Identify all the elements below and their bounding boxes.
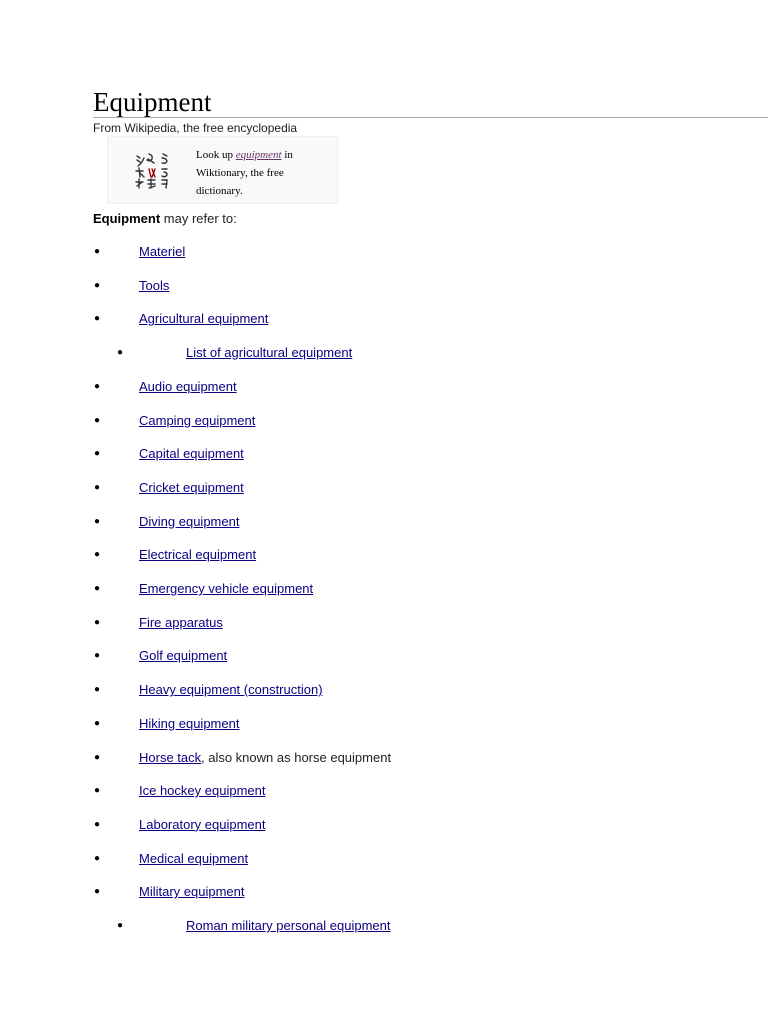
list-item (0, 243, 768, 261)
list-item (0, 647, 768, 665)
list-item (0, 749, 768, 767)
list-item (0, 412, 768, 430)
list-item-suffix: , also known as horse equipment (201, 749, 392, 765)
list-item (0, 782, 768, 800)
list-bullet: ● (94, 380, 101, 392)
list-item (0, 445, 768, 463)
list-item-link[interactable]: List of agricultural equipment (186, 345, 353, 361)
wiktionary-text (196, 146, 324, 200)
list-item (0, 715, 768, 733)
page-title: Equipment (93, 87, 212, 117)
list-item-link[interactable]: Agricultural equipment (139, 311, 269, 327)
intro-bold-term: Equipment (93, 211, 161, 226)
list-item-link[interactable]: Electrical equipment (139, 547, 257, 563)
list-item-link[interactable]: Diving equipment (139, 513, 240, 529)
list-item-link[interactable]: Capital equipment (139, 446, 244, 462)
list-item (0, 681, 768, 699)
list-item-link[interactable]: Medical equipment (139, 850, 249, 866)
list-bullet: ● (94, 448, 101, 460)
list-item (0, 546, 768, 564)
list-bullet: ● (94, 852, 101, 864)
list-bullet: ● (94, 481, 101, 493)
list-item (0, 310, 768, 328)
site-tagline: From Wikipedia, the free encyclopedia (93, 121, 298, 135)
wiktionary-box (107, 136, 338, 204)
list-item-link[interactable]: Hiking equipment (139, 715, 240, 731)
wiktionary-term-link[interactable]: equipment (235, 149, 282, 161)
list-item (0, 344, 768, 362)
list-bullet: ● (94, 717, 101, 729)
list-bullet: ● (94, 650, 101, 662)
list-bullet: ● (94, 313, 101, 325)
in-label: in (284, 149, 293, 161)
list-bullet: ● (94, 279, 101, 291)
intro-paragraph (93, 211, 237, 227)
wiktionary-logo-icon (134, 151, 174, 191)
list-bullet: ● (117, 347, 124, 359)
list-item (0, 614, 768, 632)
list-bullet: ● (94, 785, 101, 797)
list-item-link[interactable]: Camping equipment (139, 412, 256, 428)
list-item (0, 580, 768, 598)
list-bullet: ● (94, 515, 101, 527)
list-item (0, 479, 768, 497)
list-item-link[interactable]: Audio equipment (139, 378, 237, 394)
look-up-label: Look up (196, 149, 233, 161)
list-item-link[interactable]: Horse tack (139, 749, 202, 765)
list-item-link[interactable]: Emergency vehicle equipment (139, 581, 314, 596)
list-bullet: ● (94, 818, 101, 830)
list-bullet: ● (94, 246, 101, 257)
list-item-link[interactable]: Ice hockey equipment (139, 783, 266, 799)
list-item-link[interactable]: Materiel (139, 244, 186, 259)
list-bullet: ● (94, 751, 101, 763)
list-bullet: ● (94, 684, 101, 696)
list-item (0, 513, 768, 531)
list-item-link[interactable]: Fire apparatus (139, 614, 223, 630)
list-bullet: ● (94, 414, 101, 426)
list-item-link[interactable]: Golf equipment (139, 648, 228, 664)
list-bullet: ● (117, 920, 124, 931)
list-item (0, 917, 768, 935)
list-item (0, 277, 768, 295)
list-item-link[interactable]: Military equipment (139, 884, 245, 900)
list-bullet: ● (94, 549, 101, 561)
wiktionary-dictionary-label: Wiktionary, the free dictionary. (196, 167, 284, 197)
list-item (0, 378, 768, 396)
list-item (0, 883, 768, 901)
list-item-link[interactable]: Laboratory equipment (139, 816, 266, 832)
title-divider (93, 117, 768, 118)
list-bullet: ● (94, 616, 101, 628)
list-item-link[interactable]: Cricket equipment (139, 479, 244, 495)
list-item-link[interactable]: Heavy equipment (construction) (139, 682, 323, 698)
list-bullet: ● (94, 886, 101, 898)
list-item-link[interactable]: Roman military personal equipment (186, 918, 391, 933)
list-item-link[interactable]: Tools (139, 277, 170, 293)
list-item (0, 850, 768, 868)
intro-text: may refer to: (160, 211, 237, 226)
list-item (0, 816, 768, 834)
list-bullet: ● (94, 583, 101, 594)
